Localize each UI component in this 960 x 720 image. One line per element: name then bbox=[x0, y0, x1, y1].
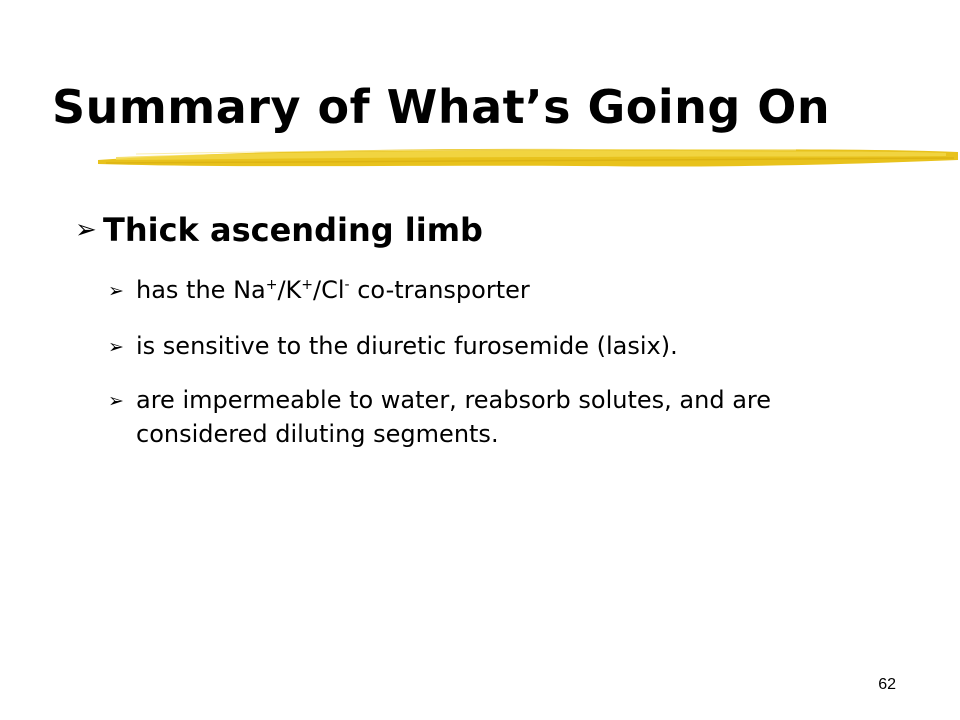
sub-bullet-3 bbox=[108, 383, 896, 451]
arrow-right-icon: ➢ bbox=[108, 280, 124, 302]
sub-bullet-1-text: has the Na+/K+/Cl- co-transporter bbox=[136, 276, 530, 304]
slide-title: Summary of What’s Going On bbox=[52, 80, 831, 134]
arrow-right-icon: ➢ bbox=[75, 215, 97, 245]
title-underline-brushstroke bbox=[96, 138, 960, 178]
sub-bullet-2 bbox=[108, 329, 896, 363]
sub-bullet-1 bbox=[108, 273, 896, 307]
main-bullet bbox=[75, 210, 483, 250]
arrow-right-icon: ➢ bbox=[108, 336, 124, 358]
sub-bullet-3-text: are impermeable to water, reabsorb solutes, and are considered diluting segments. bbox=[136, 386, 772, 448]
sub-bullet-2-text: is sensitive to the diuretic furosemide (lasix). bbox=[136, 332, 678, 360]
arrow-right-icon: ➢ bbox=[108, 390, 124, 412]
page-number: 62 bbox=[878, 676, 896, 693]
main-bullet-text: Thick ascending limb bbox=[103, 211, 483, 249]
